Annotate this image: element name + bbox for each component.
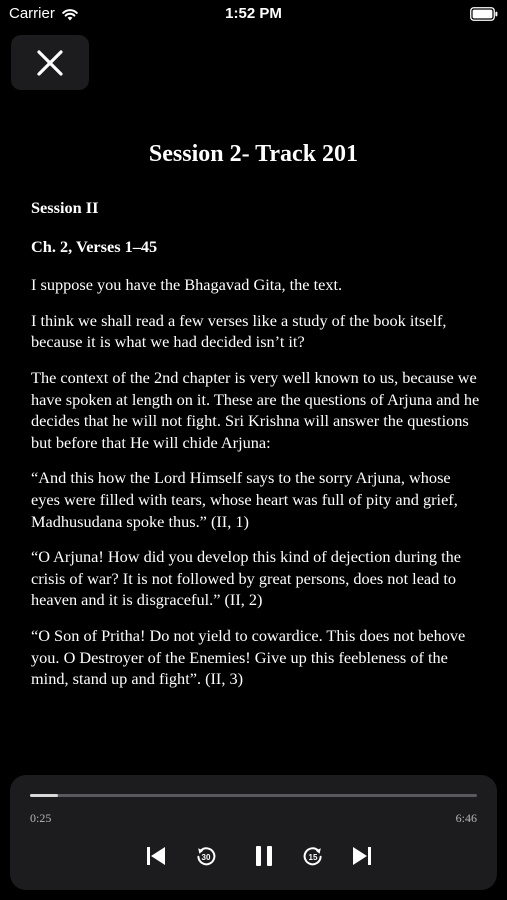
session-heading: Session II [31, 198, 99, 217]
total-duration: 6:46 [455, 811, 477, 825]
progress-fill [30, 794, 58, 797]
track-title: Session 2- Track 201 [148, 141, 359, 167]
transcript-paragraph: I suppose you have the Bhagavad Gita, the text. [31, 275, 343, 295]
close-icon [37, 50, 63, 76]
pause-icon [253, 844, 275, 868]
close-button[interactable] [11, 35, 89, 90]
forward-seconds-label: 15 [308, 853, 318, 862]
carrier-name: Carrier [9, 5, 55, 22]
transcript-text [31, 197, 483, 704]
transcript-paragraph: “O Son of Pritha! Do not yield to cowardice. This does not behove you. O Destroyer of the Enemies! Give up this feebleness of the mind, stand up and fight”. (II, 3) [31, 625, 466, 689]
audio-player [10, 775, 497, 890]
transcript-paragraph: “O Arjuna! How did you develop this kind of dejection during the crisis of war? It is not followed by great persons, does not lead to heaven and it is disgraceful.” (II, 2) [31, 547, 462, 610]
progress-slider[interactable] [30, 794, 477, 797]
rewind-button[interactable] [191, 841, 221, 871]
rewind-30-icon [195, 845, 217, 867]
skip-next-icon [351, 845, 373, 867]
previous-track-button[interactable] [141, 841, 171, 871]
next-track-button[interactable] [347, 841, 377, 871]
status-bar [0, 0, 507, 28]
transcript-paragraph: The context of the 2nd chapter is very well known to us, because we have spoken at length on it. These are the questions of Arjuna and he decides that he will not fight. Sri Krishna will answer the questions but before that He will chide Arjuna: [31, 367, 480, 452]
transcript-paragraph: I think we shall read a few verses like a study of the book itself, because it is what we had decided isn’t it? [31, 310, 447, 352]
playback-controls [10, 841, 497, 871]
transcript-paragraph: “And this how the Lord Himself says to the sorry Arjuna, whose eyes were filled with tears, whose heart was full of pity and grief, Madhusudana spoke thus.” (II, 1) [31, 468, 458, 531]
forward-15-icon [302, 845, 324, 867]
status-time: 1:52 PM [225, 5, 282, 22]
skip-previous-icon [145, 845, 167, 867]
forward-button[interactable] [298, 841, 328, 871]
rewind-seconds-label: 30 [201, 853, 211, 862]
chapter-heading: Ch. 2, Verses 1–45 [31, 236, 158, 256]
pause-button[interactable] [249, 841, 279, 871]
elapsed-time: 0:25 [30, 811, 52, 825]
battery-icon [470, 7, 498, 21]
